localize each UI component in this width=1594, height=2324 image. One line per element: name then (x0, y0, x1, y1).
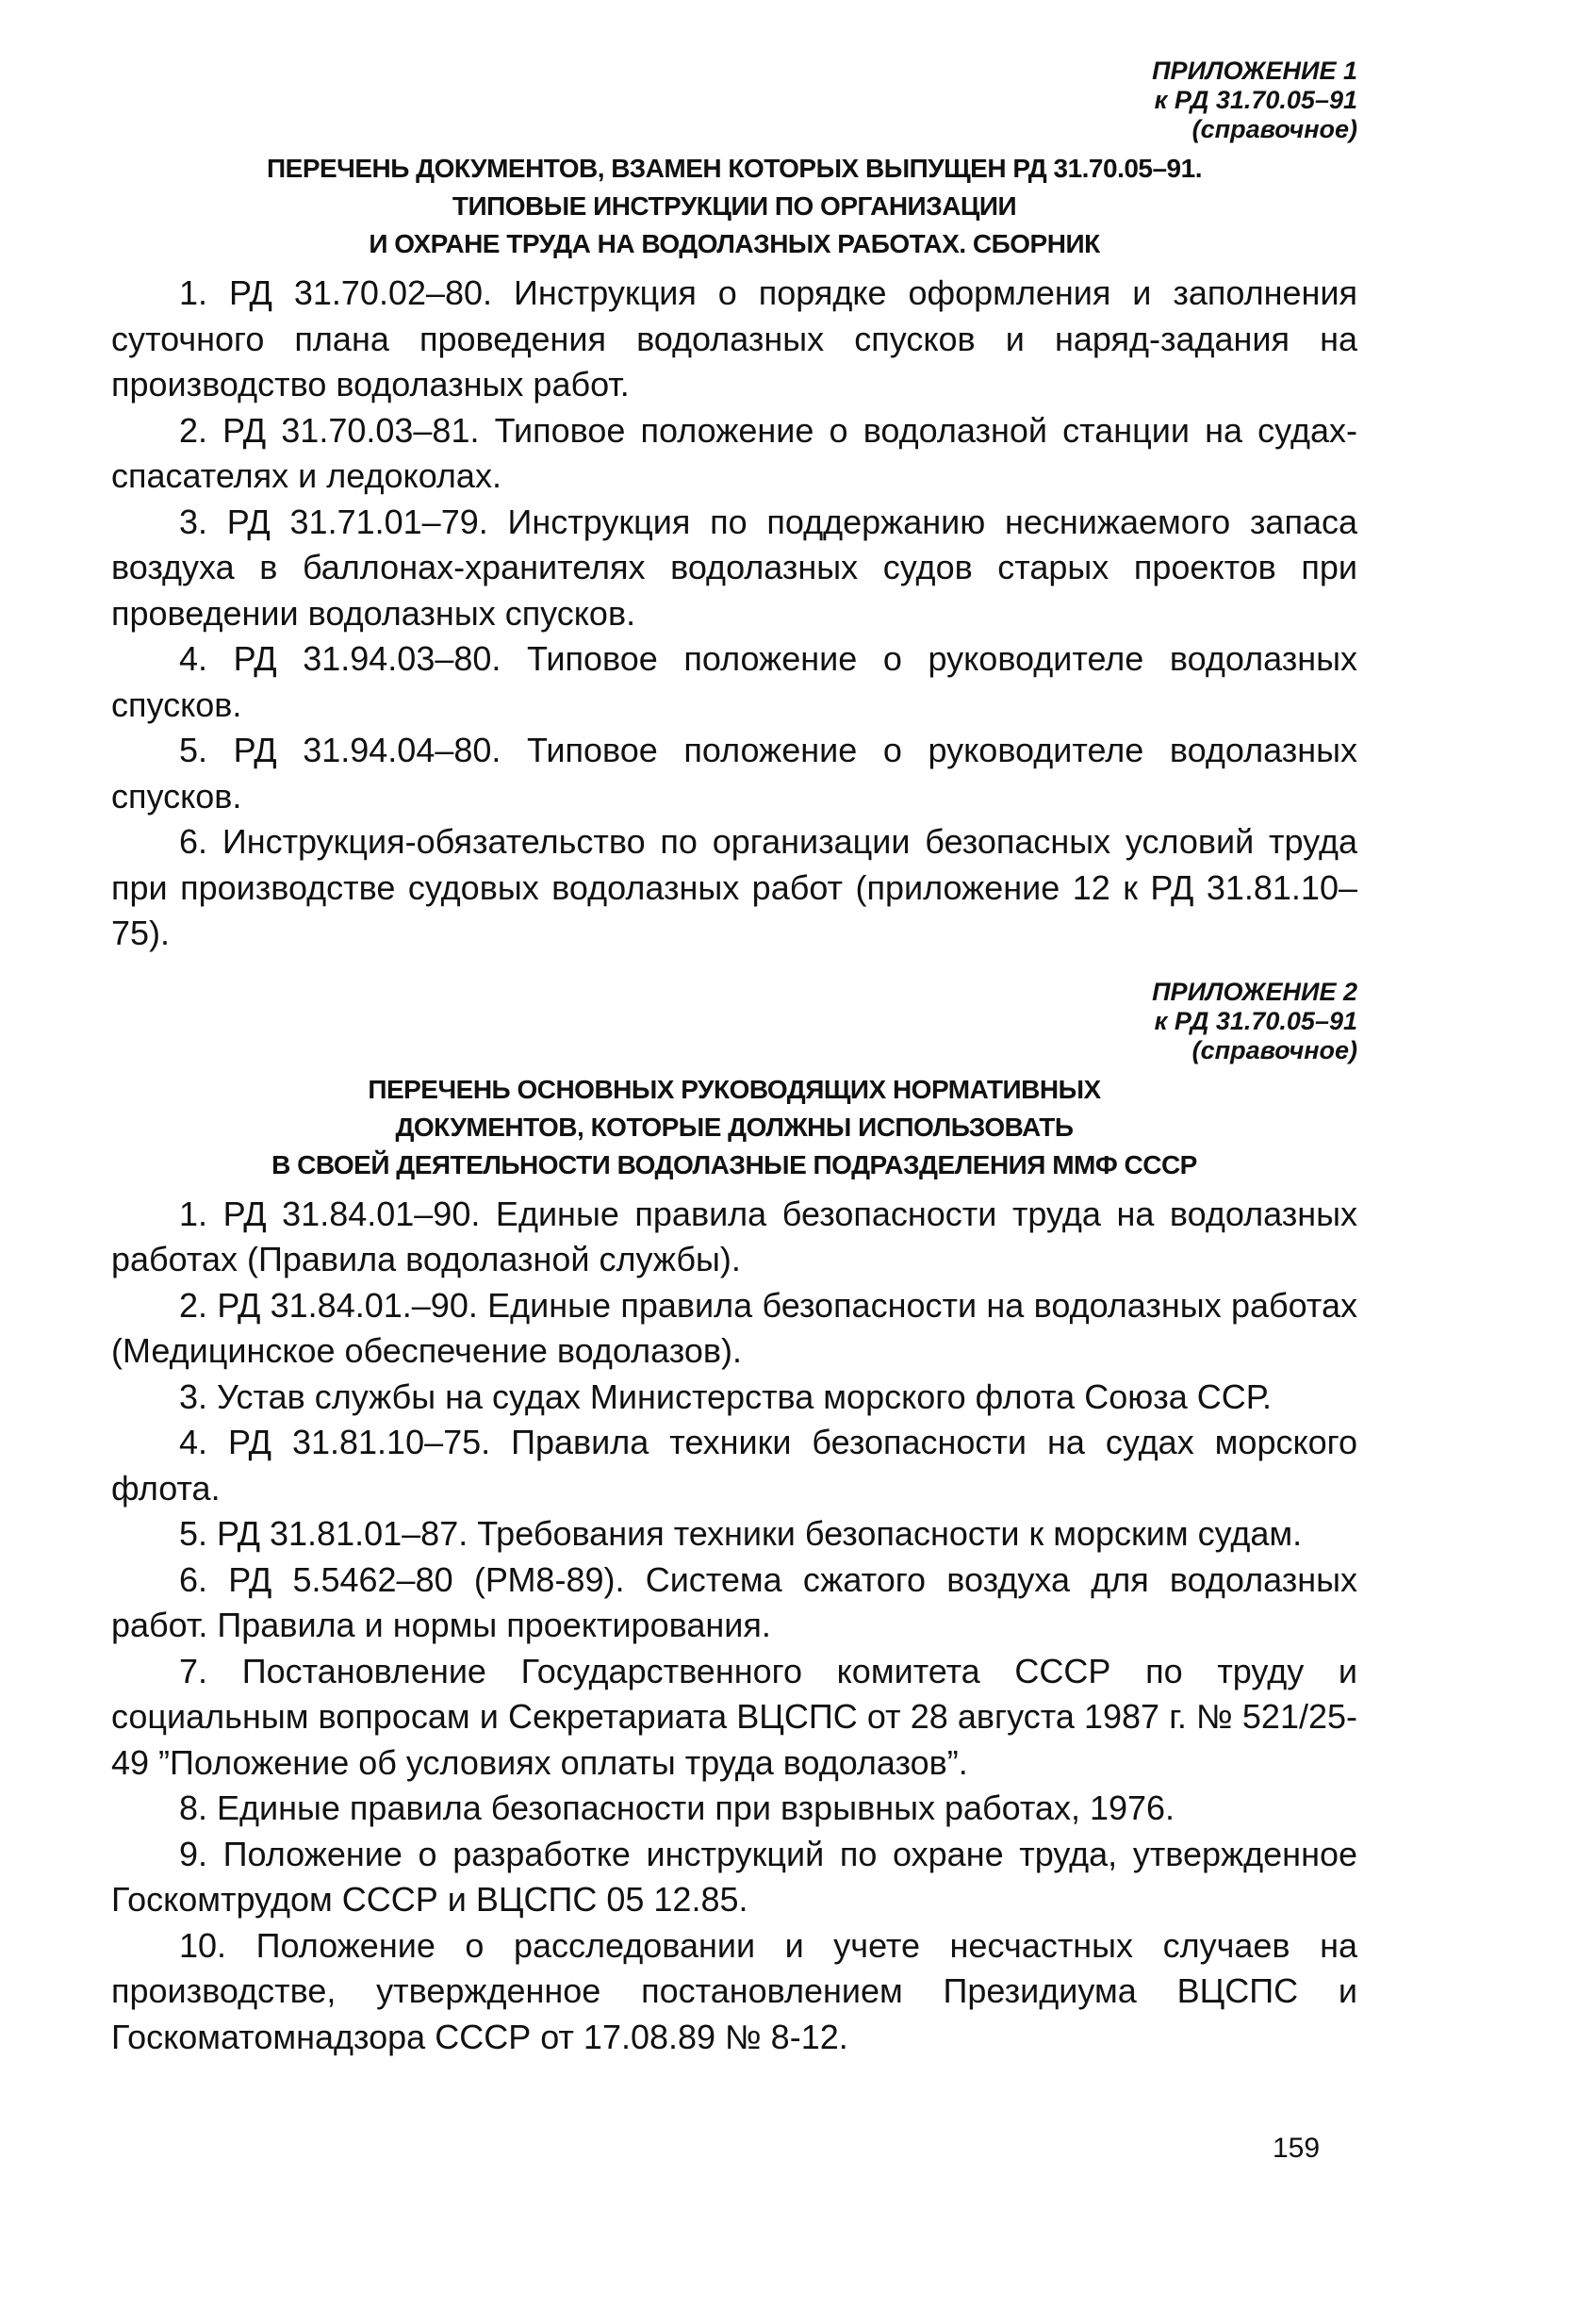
list-item: 3. РД 31.71.01–79. Инструкция по поддержанию неснижаемого запаса воздуха в баллонах-хранителях водолазных судов старых проектов при проведении водолазных спусков. (111, 502, 1357, 633)
appendix-1-title-line: ПЕРЕЧЕНЬ ДОКУМЕНТОВ, ВЗАМЕН КОТОРЫХ ВЫПУЩЕН РД 31.70.05–91. (267, 154, 1202, 183)
page-number: 159 (1273, 2133, 1321, 2164)
list-item: 7. Постановление Государственного комитета СССР по труду и социальным вопросам и Секретариата ВЦСПС от 28 августа 1987 г. № 521/25-49 ”Положение об условиях оплаты труда водолазов”. (111, 1651, 1357, 1782)
document-page (111, 57, 1357, 2060)
list-item: 10. Положение о расследовании и учете несчастных случаев на производстве, утвержденное постановлением Президиума ВЦСПС и Госкоматомнадзора СССР от 17.08.89 № 8-12. (111, 1925, 1357, 2056)
appendix-2-status: (справочное) (1191, 1035, 1357, 1064)
appendix-2-label: ПРИЛОЖЕНИЕ 2 (1152, 977, 1357, 1006)
list-item: 6. РД 5.5462–80 (РМ8-89). Система сжатого воздуха для водолазных работ. Правила и нормы проектирования. (111, 1559, 1357, 1644)
list-item: 5. РД 31.94.04–80. Типовое положение о руководителе водолазных спусков. (111, 731, 1357, 816)
appendix-2-title-line: ДОКУМЕНТОВ, КОТОРЫЕ ДОЛЖНЫ ИСПОЛЬЗОВАТЬ (395, 1112, 1074, 1142)
list-item: 8. Единые правила безопасности при взрывных работах, 1976. (179, 1788, 1175, 1827)
list-item: 5. РД 31.81.01–87. Требования техники безопасности к морским судам. (179, 1514, 1303, 1553)
list-item: 4. РД 31.94.03–80. Типовое положение о руководителе водолазных спусков. (111, 639, 1357, 724)
list-item: 2. РД 31.70.03–81. Типовое положение о водолазной станции на судах-спасателях и ледоколах. (111, 410, 1357, 495)
appendix-1-header (111, 57, 1357, 144)
appendix-2-title-line: ПЕРЕЧЕНЬ ОСНОВНЫХ РУКОВОДЯЩИХ НОРМАТИВНЫХ (368, 1074, 1101, 1104)
appendix-1-reference: к РД 31.70.05–91 (1154, 86, 1357, 114)
list-item: 4. РД 31.81.10–75. Правила техники безопасности на судах морского флота. (111, 1423, 1357, 1508)
list-item: 1. РД 31.70.02–80. Инструкция о порядке оформления и заполнения суточного плана проведения водолазных спусков и наряд-задания на производство водолазных работ. (111, 273, 1357, 404)
appendix-1-status: (справочное) (1191, 115, 1357, 143)
appendix-2-reference: к РД 31.70.05–91 (1154, 1006, 1357, 1035)
appendix-2-list (111, 1192, 1357, 2061)
appendix-2-header (111, 978, 1357, 1065)
list-item: 2. РД 31.84.01.–90. Единые правила безопасности на водолазных работах (Медицинское обеспечение водолазов). (111, 1285, 1357, 1370)
list-item: 3. Устав службы на судах Министерства морского флота Союза ССР. (179, 1376, 1272, 1416)
appendix-1-list (111, 271, 1357, 957)
list-item: 9. Положение о разработке инструкций по охране труда, утвержденное Госкомтрудом СССР и ВЦСПС 05 12.85. (111, 1834, 1357, 1919)
appendix-1-title (111, 150, 1357, 263)
appendix-1-label: ПРИЛОЖЕНИЕ 1 (1152, 57, 1357, 85)
list-item: 6. Инструкция-обязательство по организации безопасных условий труда при производстве судовых водолазных работ (приложение 12 к РД 31.81.10–75). (111, 822, 1357, 952)
appendix-2-title (111, 1071, 1357, 1184)
appendix-1-title-line: ТИПОВЫЕ ИНСТРУКЦИИ ПО ОРГАНИЗАЦИИ (452, 191, 1017, 221)
list-item: 1. РД 31.84.01–90. Единые правила безопасности труда на водолазных работах (Правила водолазной службы). (111, 1194, 1357, 1278)
appendix-2-title-line: В СВОЕЙ ДЕЯТЕЛЬНОСТИ ВОДОЛАЗНЫЕ ПОДРАЗДЕЛЕНИЯ ММФ СССР (271, 1149, 1197, 1179)
appendix-1-title-line: И ОХРАНЕ ТРУДА НА ВОДОЛАЗНЫХ РАБОТАХ. СБОРНИК (369, 229, 1100, 258)
